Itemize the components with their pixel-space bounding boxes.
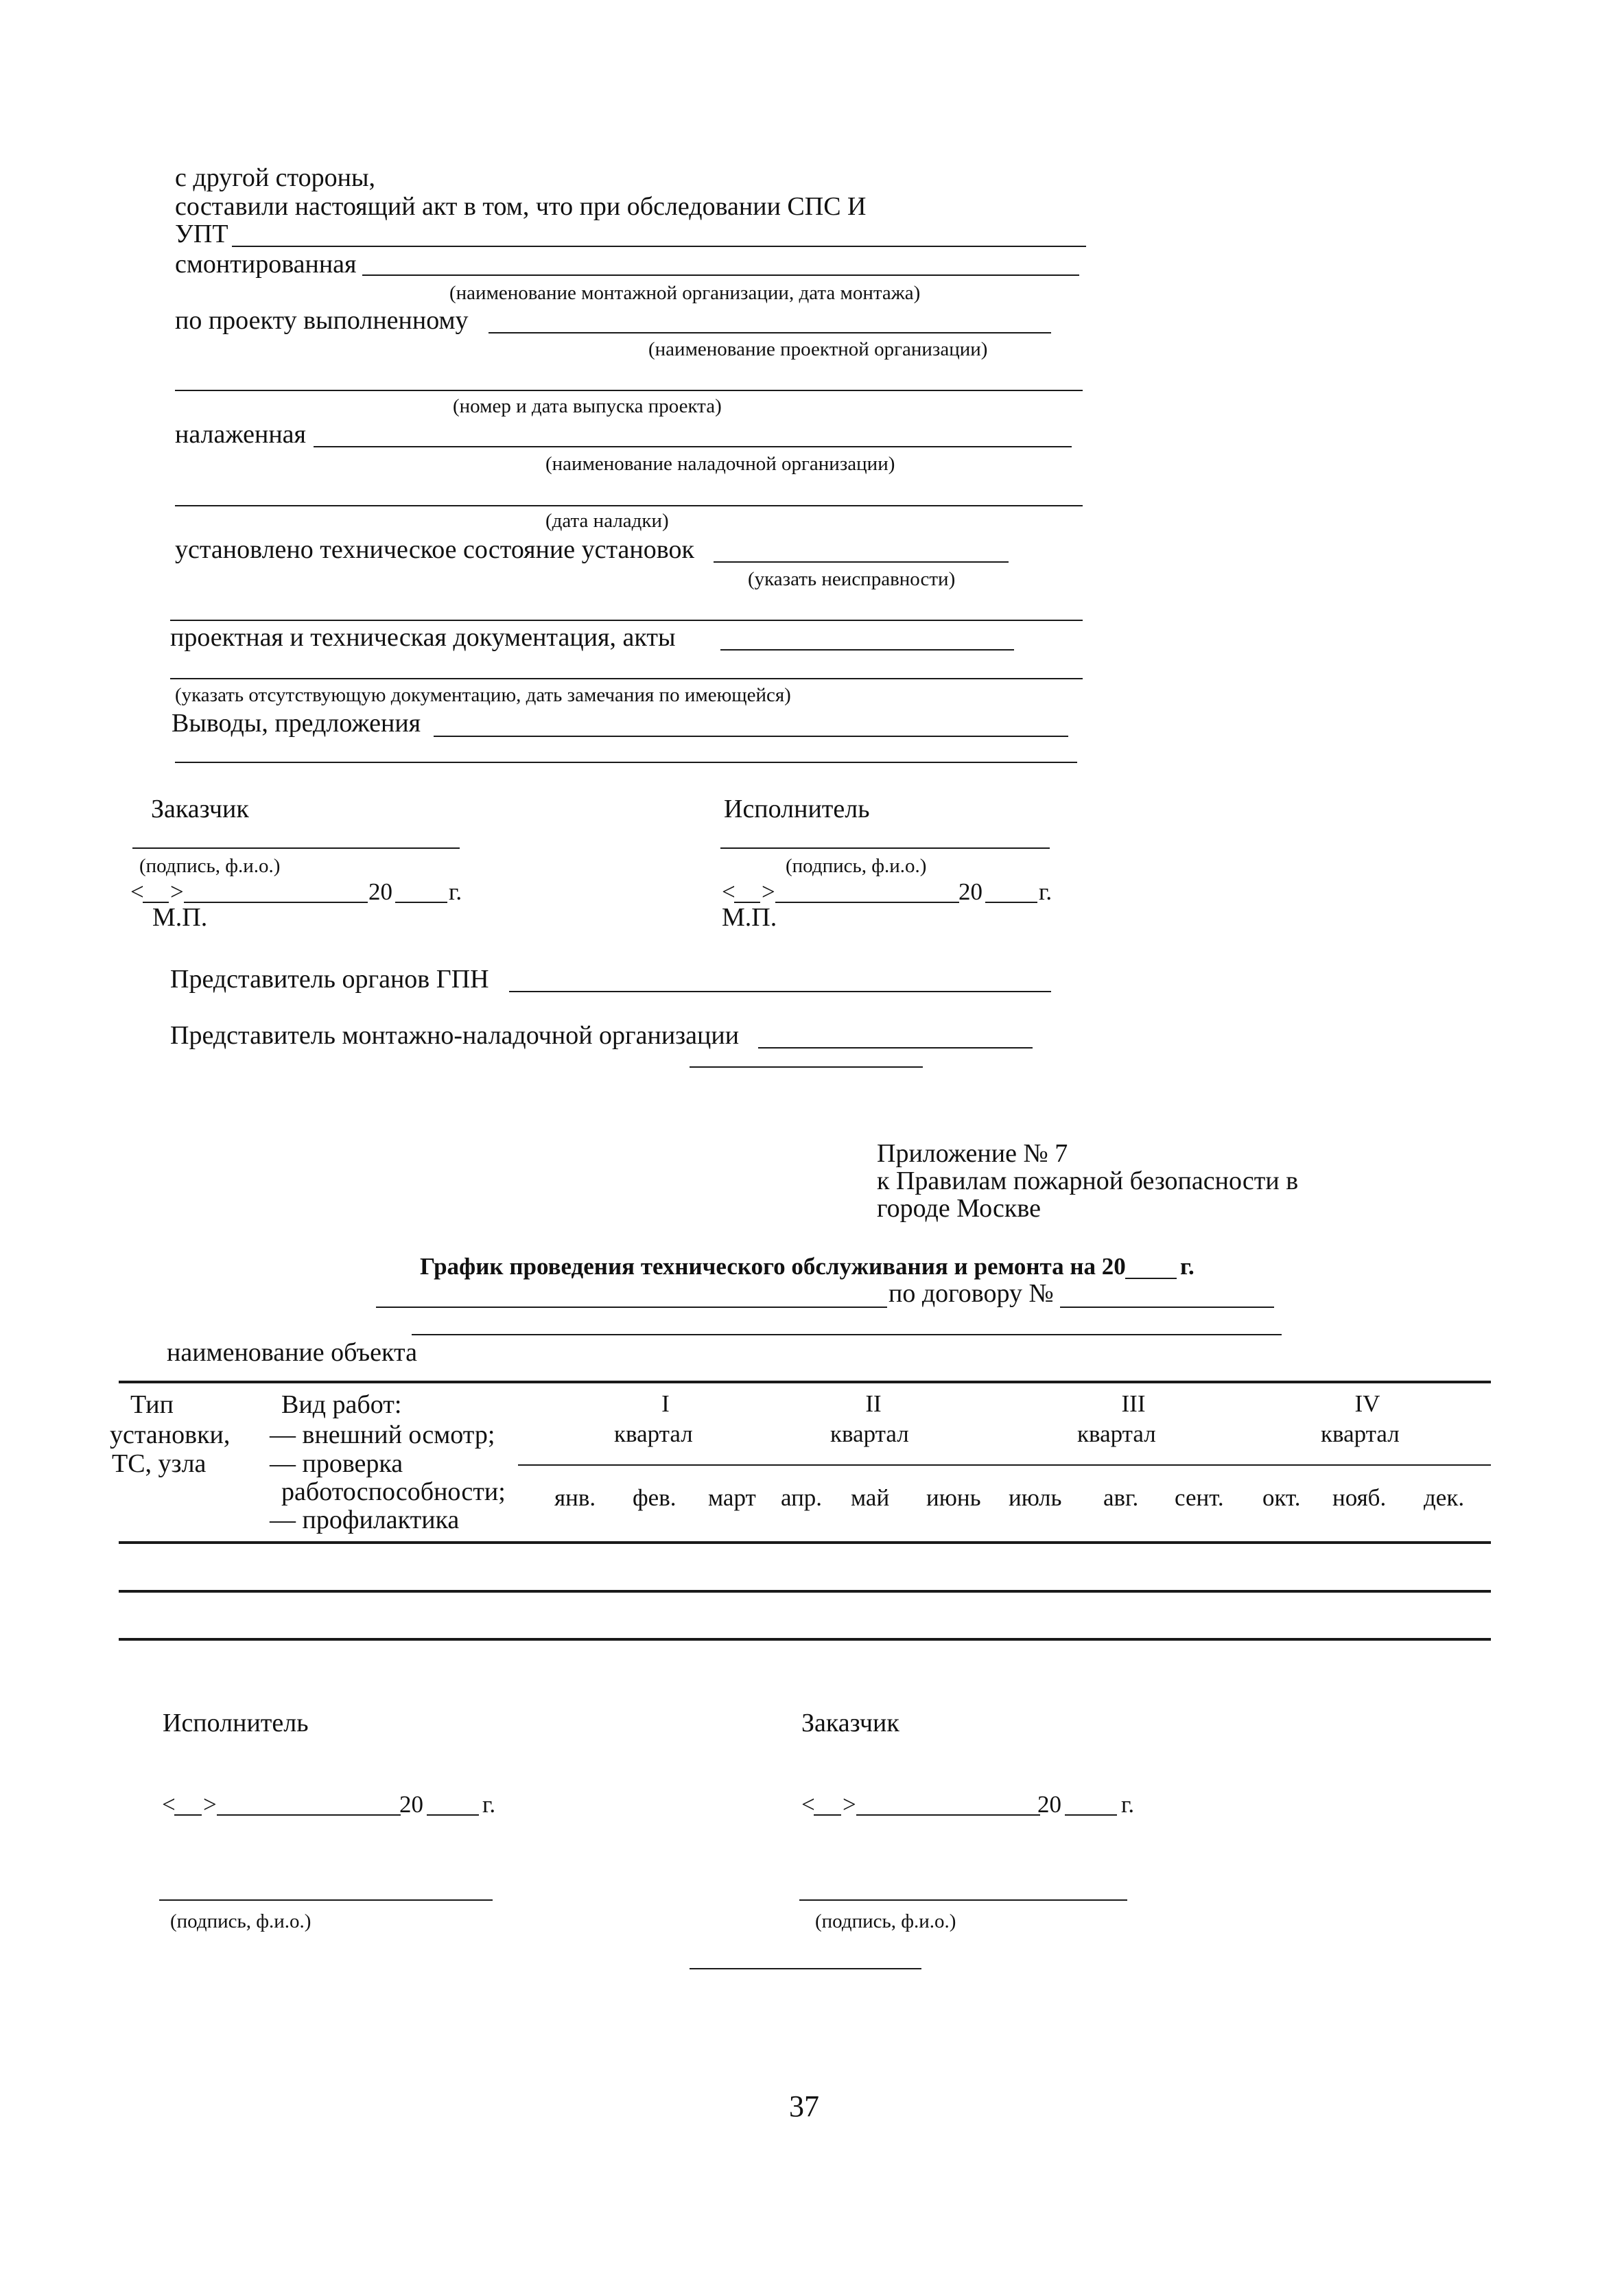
- hint-mounting: (наименование монтажной организации, дата монтажа): [449, 282, 921, 304]
- month-field-line[interactable]: [184, 902, 368, 903]
- label-customer-bottom: Заказчик: [801, 1709, 899, 1737]
- month-field-line[interactable]: [217, 1814, 401, 1816]
- appendix-line-1: Приложение № 7: [877, 1139, 1068, 1168]
- hint-sign-customer: (подпись, ф.и.о.): [139, 855, 281, 877]
- quarter-label: квартал: [1321, 1420, 1400, 1447]
- work-header-line: — профилактика: [270, 1506, 460, 1534]
- day-field-line[interactable]: [814, 1814, 841, 1816]
- adjusted-field-line[interactable]: [314, 446, 1072, 447]
- label-conclusions: Выводы, предложения: [172, 709, 421, 738]
- type-header-line: установки,: [110, 1420, 231, 1449]
- hint-adjust-org: (наименование наладочной организации): [545, 453, 895, 475]
- month-field-line[interactable]: [775, 902, 959, 903]
- day-field-line[interactable]: [174, 1814, 202, 1816]
- label-state: установлено техническое состояние установок: [175, 535, 694, 564]
- month-header: июнь: [926, 1484, 981, 1511]
- year-field-line[interactable]: [395, 902, 447, 903]
- label-contractor-top: Исполнитель: [724, 795, 870, 823]
- hint-sign-contractor: (подпись, ф.и.о.): [170, 1910, 311, 1932]
- year-field-line[interactable]: [985, 902, 1037, 903]
- date-close-bracket: >: [843, 1791, 856, 1818]
- year-suffix: г.: [449, 878, 462, 905]
- contract-number-field-line[interactable]: [1060, 1307, 1274, 1308]
- date-open-bracket: <: [162, 1791, 176, 1818]
- customer-signature-line[interactable]: [132, 847, 460, 849]
- date-open-bracket: <: [801, 1791, 815, 1818]
- year-suffix: г.: [1039, 878, 1052, 905]
- docs-extra-line[interactable]: [170, 678, 1083, 679]
- month-header: март: [708, 1484, 756, 1511]
- quarter-label: квартал: [1077, 1420, 1156, 1447]
- appendix-line-3: городе Москве: [877, 1194, 1041, 1223]
- faults-line[interactable]: [170, 620, 1083, 621]
- conclusions-field-line[interactable]: [434, 736, 1068, 737]
- month-header: сент.: [1175, 1484, 1224, 1511]
- year-suffix: г.: [482, 1791, 496, 1818]
- date-close-bracket: >: [762, 878, 775, 905]
- label-contractor-bottom: Исполнитель: [163, 1709, 309, 1737]
- months-divider-line: [518, 1464, 1491, 1466]
- label-mounted: смонтированная: [175, 250, 357, 279]
- quarter-label: квартал: [830, 1420, 909, 1447]
- label-project: по проекту выполненному: [175, 306, 469, 335]
- hint-design-org: (наименование проектной организации): [648, 338, 988, 360]
- conclusions-extra-line[interactable]: [175, 762, 1077, 763]
- rep-gpn-field-line[interactable]: [509, 991, 1051, 992]
- month-header: авг.: [1103, 1484, 1139, 1511]
- table-top-border: [119, 1381, 1491, 1383]
- stamp-contractor: М.П.: [722, 903, 777, 932]
- month-header: окт.: [1262, 1484, 1301, 1511]
- table-row[interactable]: [119, 1638, 1491, 1641]
- project-field-line[interactable]: [489, 332, 1051, 333]
- label-customer-top: Заказчик: [151, 795, 249, 823]
- project-number-line[interactable]: [175, 390, 1083, 391]
- contract-label: по договору №: [889, 1279, 1054, 1308]
- label-adjusted: налаженная: [175, 420, 307, 449]
- year-prefix: 20: [368, 878, 392, 905]
- text-other-side: с другой стороны,: [175, 163, 376, 192]
- schedule-org-field-line[interactable]: [376, 1307, 887, 1308]
- quarter-number: II: [865, 1390, 882, 1417]
- label-upt: УПТ: [175, 220, 228, 248]
- schedule-year-field-line[interactable]: [1125, 1278, 1177, 1279]
- type-header-line: ТС, узла: [112, 1449, 207, 1478]
- docs-field-line[interactable]: [720, 649, 1014, 651]
- object-label: наименование объекта: [167, 1338, 417, 1367]
- month-header: фев.: [633, 1484, 676, 1511]
- mounted-field-line[interactable]: [362, 274, 1079, 276]
- work-header-line: — проверка: [270, 1449, 403, 1478]
- quarter-number: IV: [1354, 1390, 1380, 1417]
- date-close-bracket: >: [170, 878, 184, 905]
- label-rep-mounting: Представитель монтажно-наладочной организации: [170, 1021, 740, 1050]
- separator-line: [690, 1066, 923, 1068]
- year-field-line[interactable]: [1065, 1814, 1117, 1816]
- contractor-signature-line[interactable]: [159, 1899, 493, 1901]
- year-suffix: г.: [1121, 1791, 1135, 1818]
- separator-line: [690, 1968, 921, 1969]
- hint-docs: (указать отсутствующую документацию, дать замечания по имеющейся): [175, 684, 791, 706]
- year-prefix: 20: [1037, 1791, 1061, 1818]
- hint-sign-contractor: (подпись, ф.и.о.): [786, 855, 927, 877]
- month-header: апр.: [781, 1484, 823, 1511]
- year-prefix: 20: [958, 878, 982, 905]
- month-header: июль: [1009, 1484, 1062, 1511]
- year-prefix: 20: [399, 1791, 423, 1818]
- text-compiled: составили настоящий акт в том, что при обследовании СПС И: [175, 192, 867, 221]
- month-header: янв.: [554, 1484, 596, 1511]
- date-open-bracket: <: [722, 878, 735, 905]
- page-number: 37: [789, 2089, 819, 2123]
- work-header-line: работоспособности;: [281, 1477, 506, 1506]
- month-header: май: [851, 1484, 890, 1511]
- date-open-bracket: <: [130, 878, 144, 905]
- year-field-line[interactable]: [427, 1814, 479, 1816]
- object-name-field-line[interactable]: [412, 1334, 1282, 1335]
- quarter-label: квартал: [614, 1420, 693, 1447]
- type-header-line: Тип: [130, 1390, 174, 1419]
- customer-signature-line[interactable]: [799, 1899, 1127, 1901]
- quarter-number: I: [661, 1390, 670, 1417]
- work-header-line: — внешний осмотр;: [270, 1420, 495, 1449]
- work-header-line: Вид работ:: [281, 1390, 402, 1419]
- month-header: нояб.: [1332, 1484, 1387, 1511]
- month-field-line[interactable]: [856, 1814, 1040, 1816]
- contractor-signature-line[interactable]: [720, 847, 1050, 849]
- date-close-bracket: >: [203, 1791, 217, 1818]
- quarter-number: III: [1121, 1390, 1146, 1417]
- appendix-line-2: к Правилам пожарной безопасности в: [877, 1167, 1299, 1195]
- table-row[interactable]: [119, 1590, 1491, 1593]
- schedule-title-suffix: г.: [1180, 1253, 1195, 1280]
- adjust-date-line[interactable]: [175, 505, 1083, 506]
- hint-faults: (указать неисправности): [748, 568, 956, 590]
- upt-field-line[interactable]: [232, 246, 1086, 247]
- hint-project-number: (номер и дата выпуска проекта): [453, 395, 722, 417]
- state-field-line[interactable]: [714, 561, 1009, 563]
- hint-adjust-date: (дата наладки): [545, 510, 669, 532]
- label-rep-gpn: Представитель органов ГПН: [170, 965, 489, 994]
- hint-sign-customer: (подпись, ф.и.о.): [815, 1910, 956, 1932]
- label-docs: проектная и техническая документация, акты: [170, 623, 676, 652]
- rep-mounting-field-line[interactable]: [758, 1047, 1033, 1049]
- stamp-customer: М.П.: [152, 903, 208, 932]
- schedule-title: График проведения технического обслуживания и ремонта на 20: [420, 1253, 1126, 1280]
- table-header-bottom-border: [119, 1541, 1491, 1544]
- month-header: дек.: [1424, 1484, 1465, 1511]
